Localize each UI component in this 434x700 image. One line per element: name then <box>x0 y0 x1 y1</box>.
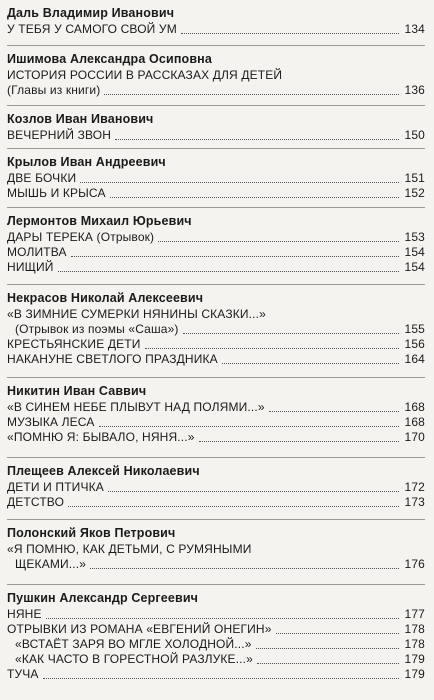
page-number: 152 <box>404 186 425 200</box>
toc-entry <box>7 22 425 37</box>
dot-leader <box>199 441 399 442</box>
page-number: 173 <box>404 495 425 509</box>
author-heading: Плещеев Алексей Николаевич <box>7 464 200 478</box>
toc-section-ishimova <box>7 46 425 106</box>
page-number: 178 <box>404 622 425 636</box>
toc-entry <box>7 230 425 245</box>
page-number: 170 <box>404 430 425 444</box>
entry-title: ОТРЫВКИ ИЗ РОМАНА «ЕВГЕНИЙ ОНЕГИН» <box>7 622 272 636</box>
page-number: 156 <box>404 337 425 351</box>
page-number: 136 <box>404 83 425 97</box>
toc-entry <box>7 245 425 260</box>
page-number: 151 <box>404 171 425 185</box>
dot-leader <box>145 348 399 349</box>
entry-subtitle: (Главы из книги) <box>7 83 101 97</box>
dot-leader <box>90 568 399 569</box>
page-number: 164 <box>404 352 425 366</box>
dot-leader <box>68 506 399 507</box>
dot-leader <box>115 139 399 140</box>
toc-section-polonsky <box>7 520 425 585</box>
toc-section-krylov <box>7 149 425 208</box>
toc-entry <box>7 322 425 337</box>
entry-title: НАКАНУНЕ СВЕТЛОГО ПРАЗДНИКА <box>7 352 218 366</box>
dot-leader <box>99 426 400 427</box>
entry-title: «ВСТАЁТ ЗАРЯ ВО МГЛЕ ХОЛОДНОЙ...» <box>15 637 252 651</box>
dot-leader <box>108 491 399 492</box>
entry-title: НЯНЕ <box>7 607 42 621</box>
entry-subtitle: (Отрывок из поэмы «Саша») <box>15 322 179 336</box>
entry-title: «Я ПОМНЮ, КАК ДЕТЬМИ, С РУМЯНЫМИ <box>7 542 252 556</box>
author-heading: Даль Владимир Иванович <box>7 6 175 20</box>
page-number: 178 <box>404 637 425 651</box>
entry-title: «В СИНЕМ НЕБЕ ПЛЫВУТ НАД ПОЛЯМИ...» <box>7 400 265 414</box>
dot-leader <box>222 363 399 364</box>
toc-entry <box>7 171 425 186</box>
entry-title: У ТЕБЯ У САМОГО СВОЙ УМ <box>7 22 177 36</box>
entry-title-continuation: ЩЕКАМИ...» <box>15 557 87 571</box>
dot-leader <box>269 411 399 412</box>
toc-entry <box>7 652 425 667</box>
entry-title: КРЕСТЬЯНСКИЕ ДЕТИ <box>7 337 141 351</box>
dot-leader <box>43 678 399 679</box>
dot-leader <box>110 197 399 198</box>
toc-section-lermontov <box>7 208 425 285</box>
page-number: 154 <box>404 245 425 259</box>
entry-title: МЫШЬ И КРЫСА <box>7 186 106 200</box>
dot-leader <box>80 182 399 183</box>
entry-title: НИЩИЙ <box>7 260 54 274</box>
entry-title: ДАРЫ ТЕРЕКА (Отрывок) <box>7 230 155 244</box>
entry-title: «ПОМНЮ Я: БЫВАЛО, НЯНЯ...» <box>7 430 195 444</box>
toc-entry <box>7 430 425 445</box>
dot-leader <box>46 618 399 619</box>
dot-leader <box>183 333 399 334</box>
toc-entry <box>7 622 425 637</box>
entry-title: ВЕЧЕРНИЙ ЗВОН <box>7 128 112 142</box>
entry-title: ДЕТИ И ПТИЧКА <box>7 480 104 494</box>
page-number: 176 <box>404 557 425 571</box>
toc-section-pleshcheev <box>7 458 425 520</box>
author-heading: Крылов Иван Андреевич <box>7 155 166 169</box>
page-number: 168 <box>404 400 425 414</box>
author-heading: Пушкин Александр Сергеевич <box>7 591 199 605</box>
toc-entry <box>7 186 425 201</box>
toc-entry <box>7 667 425 682</box>
page-number: 155 <box>404 322 425 336</box>
author-heading: Никитин Иван Саввич <box>7 384 147 398</box>
toc-section-nekrasov <box>7 285 425 378</box>
toc-entry <box>7 637 425 652</box>
toc-section-pushkin <box>7 585 425 695</box>
dot-leader <box>257 663 399 664</box>
entry-title: ТУЧА <box>7 667 39 681</box>
toc-entry <box>7 557 425 572</box>
toc-entry <box>7 260 425 275</box>
entry-title: «КАК ЧАСТО В ГОРЕСТНОЙ РАЗЛУКЕ...» <box>15 652 253 666</box>
toc-section-kozlov <box>7 106 425 149</box>
page-number: 154 <box>404 260 425 274</box>
dot-leader <box>158 241 399 242</box>
author-heading: Козлов Иван Иванович <box>7 112 154 126</box>
toc-section-nikitin <box>7 378 425 458</box>
entry-title: ДВЕ БОЧКИ <box>7 171 77 185</box>
toc-section-dal <box>7 0 425 46</box>
toc-entry <box>7 352 425 367</box>
entry-title: «В ЗИМНИЕ СУМЕРКИ НЯНИНЫ СКАЗКИ...» <box>7 307 266 321</box>
toc-entry <box>7 128 425 143</box>
dot-leader <box>71 256 399 257</box>
author-heading: Некрасов Николай Алексеевич <box>7 291 204 305</box>
dot-leader <box>181 33 399 34</box>
page-number: 134 <box>404 22 425 36</box>
dot-leader <box>276 633 399 634</box>
entry-title: МОЛИТВА <box>7 245 67 259</box>
toc-entry <box>7 480 425 495</box>
entry-title: ИСТОРИЯ РОССИИ В РАССКАЗАХ ДЛЯ ДЕТЕЙ <box>7 68 283 82</box>
page-number: 179 <box>404 652 425 666</box>
author-heading: Лермонтов Михаил Юрьевич <box>7 214 192 228</box>
toc-entry <box>7 83 425 98</box>
toc-entry <box>7 400 425 415</box>
author-heading: Полонский Яков Петрович <box>7 526 176 540</box>
page-number: 153 <box>404 230 425 244</box>
toc-entry <box>7 495 425 510</box>
dot-leader <box>58 271 399 272</box>
page-number: 177 <box>404 607 425 621</box>
toc-entry <box>7 607 425 622</box>
dot-leader <box>256 648 399 649</box>
page-number: 179 <box>404 667 425 681</box>
entry-title: ДЕТСТВО <box>7 495 65 509</box>
page-number: 172 <box>404 480 425 494</box>
page-number: 150 <box>404 128 425 142</box>
entry-title: МУЗЫКА ЛЕСА <box>7 415 95 429</box>
toc-entry <box>7 337 425 352</box>
dot-leader <box>104 94 399 95</box>
author-heading: Ишимова Александра Осиповна <box>7 52 212 66</box>
toc-entry <box>7 415 425 430</box>
page-number: 168 <box>404 415 425 429</box>
